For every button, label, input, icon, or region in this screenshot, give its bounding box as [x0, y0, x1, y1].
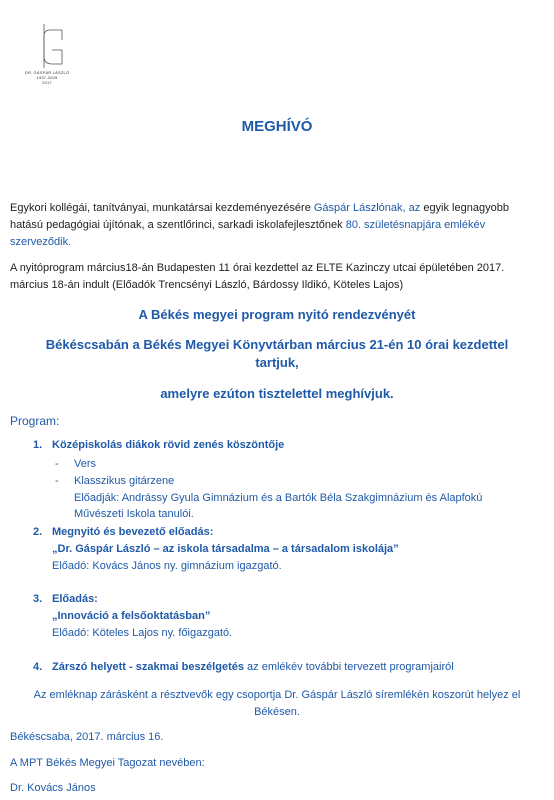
item1-title: Középiskolás diákok rövid zenés köszöntője [52, 439, 285, 451]
headline-line-3: tartjuk, [255, 355, 299, 370]
item3-title: Előadás: [52, 593, 98, 605]
item1-number: 1. [33, 439, 43, 451]
intro-line-1 [10, 200, 550, 217]
logo [22, 22, 72, 88]
item2-speaker: Előadó: Kovács János ny. gimnázium igazgató. [52, 560, 282, 572]
intro-text: Egykori kollégái, tanítványai, munkatársai kezdeményezésére [10, 202, 314, 214]
item2-title: Megnyitó és bevezető előadás: [52, 526, 214, 538]
headline-line-4: amelyre ezúton tisztelettel meghívjuk. [160, 386, 394, 401]
behalf-line: A MPT Békés Megyei Tagozat nevében: [10, 757, 205, 769]
intro-paragraph [10, 200, 550, 251]
item4-title: Zárszó helyett - szakmai beszélgetés [52, 661, 244, 673]
logo-line1: DR. GÁSPÁR LÁSZLÓ [24, 70, 70, 75]
item2-number: 2. [33, 526, 43, 538]
item3-talk: „Innováció a felsőoktatásban” [52, 610, 211, 622]
headline-line-1: A Békés megyei program nyitó rendezvényét [138, 307, 416, 322]
item1-bullet-2: - [55, 475, 59, 487]
logo-line3: 2017 [42, 80, 52, 85]
opening-line-2: március 18-án indult (Előadók Trencsényi László, Bárdossy Ildikó, Köteles Lajos) [10, 279, 404, 291]
logo-mark [22, 22, 72, 72]
page-title: MEGHÍVÓ [241, 118, 313, 135]
item4-number: 4. [33, 661, 43, 673]
item3-number: 3. [33, 593, 43, 605]
intro-text-2: egyik legnagyobb [420, 202, 509, 214]
item3-speaker: Előadó: Köteles Lajos ny. főigazgató. [52, 627, 233, 639]
intro-line-2 [10, 217, 550, 234]
opening-paragraph [10, 260, 550, 294]
program-label: Program: [10, 414, 60, 428]
closing-line-2: Békésen. [254, 706, 300, 718]
headline-line-2: Békéscsabán a Békés Megyei Könyvtárban március 21-én 10 órai kezdettel [45, 337, 509, 352]
date-line: Békéscsaba, 2017. március 16. [10, 731, 164, 743]
intro-line-3: szerveződik. [10, 236, 72, 248]
item1-performers-2: Művészeti Iskola tanulói. [74, 508, 194, 520]
closing-line-1: Az emléknap zárásként a résztvevők egy csoportja Dr. Gáspár László síremlékén koszorút helyez el [33, 689, 521, 701]
signature: Dr. Kovács János [10, 782, 96, 794]
honoree-name: Gáspár Lászlónak, az [313, 202, 421, 214]
intro-text-3: hatású pedagógiai újítónak, a szentlőrinci, sarkadi iskolafejlesztőnek [10, 219, 346, 231]
item1-performers-1: Előadják: Andrássy Gyula Gimnázium és a Bartók Béla Szakgimnázium és Alapfokú [74, 492, 483, 504]
item1-bullet-1: - [55, 458, 59, 470]
item4-rest: az emlékév további tervezett programjairól [243, 661, 454, 673]
logo-line2: 1937-2005 [36, 75, 58, 80]
item2-talk: „Dr. Gáspár László – az iskola társadalma – a társadalom iskolája” [52, 543, 399, 555]
item1-sub-2: Klasszikus gitárzene [74, 475, 175, 487]
item1-sub-1: Vers [74, 458, 97, 470]
opening-line-1: A nyitóprogram március18-án Budapesten 11 órai kezdettel az ELTE Kazinczy utcai épületében 2017. [10, 262, 505, 274]
anniversary-text: 80. születésnapjára emlékév [345, 219, 486, 231]
item4-line [52, 659, 454, 676]
